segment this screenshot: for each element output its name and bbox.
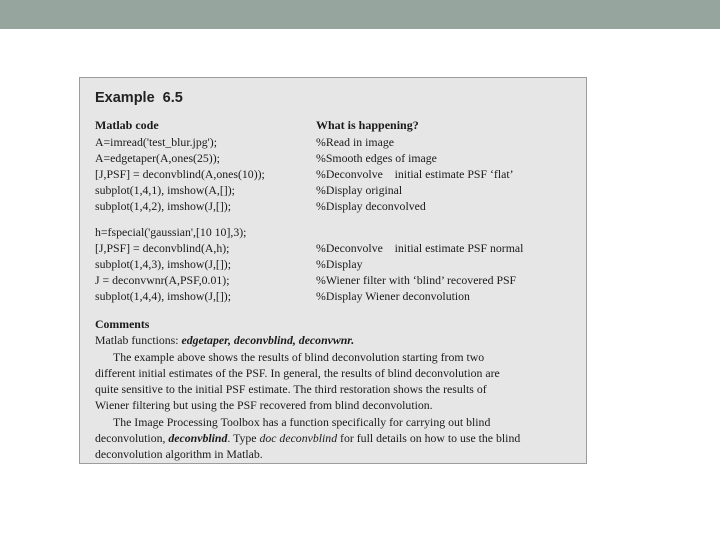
doc-command: doc deconvblind	[259, 431, 338, 446]
note-column-header: What is happening?	[316, 118, 419, 132]
note-line: %Deconvolve initial estimate PSF normal	[316, 241, 524, 255]
note-line: %Smooth edges of image	[316, 151, 437, 165]
note-line: %Wiener filter with ‘blind’ recovered PSF	[316, 273, 517, 287]
comment-paragraph-line: different initial estimates of the PSF. In general, the results of blind deconvolution are	[95, 365, 500, 380]
comment-paragraph-line: deconvolution algorithm in Matlab.	[95, 447, 263, 462]
comment-paragraph-line: The example above shows the results of blind deconvolution starting from two	[113, 349, 485, 364]
code-line: [J,PSF] = deconvblind(A,h);	[95, 241, 230, 255]
note-line: %Display	[316, 257, 363, 271]
code-line: subplot(1,4,3), imshow(J,[]);	[95, 257, 231, 271]
functions-list: edgetaper, deconvblind, deconvwnr.	[181, 333, 355, 348]
note-line: %Display deconvolved	[316, 199, 426, 213]
note-line: %Display Wiener deconvolution	[316, 289, 470, 303]
comment-paragraph-line: quite sensitive to the initial PSF estimate. The third restoration shows the results of	[95, 382, 487, 397]
comments-title: Comments	[95, 317, 150, 331]
code-line: subplot(1,4,2), imshow(J,[]);	[95, 199, 231, 213]
top-banner	[0, 0, 720, 29]
comment-paragraph-line: Wiener filtering but using the PSF recovered from blind deconvolution.	[95, 398, 433, 413]
code-line: h=fspecial('gaussian',[10 10],3);	[95, 225, 247, 239]
comment-paragraph-line: The Image Processing Toolbox has a function specifically for carrying out blind	[113, 414, 491, 429]
code-line: A=imread('test_blur.jpg');	[95, 135, 217, 149]
example-title	[95, 90, 183, 106]
code-line: subplot(1,4,4), imshow(J,[]);	[95, 289, 231, 303]
note-line: %Read in image	[316, 135, 394, 149]
note-line: %Deconvolve initial estimate PSF ‘flat’	[316, 167, 514, 181]
code-line: subplot(1,4,1), imshow(A,[]);	[95, 183, 235, 197]
code-line: [J,PSF] = deconvblind(A,ones(10));	[95, 167, 265, 181]
code-line: A=edgetaper(A,ones(25));	[95, 151, 220, 165]
functions-line	[95, 332, 545, 348]
example-box	[79, 77, 587, 464]
comments-section	[95, 316, 545, 463]
function-name: deconvblind	[168, 431, 228, 446]
functions-prefix: Matlab functions:	[95, 333, 182, 348]
example-label: Example	[95, 90, 155, 106]
text-run: deconvolution,	[95, 431, 169, 446]
text-run: for full details on how to use the blind	[337, 431, 521, 446]
code-line: J = deconvwnr(A,PSF,0.01);	[95, 273, 230, 287]
comment-paragraph-line	[95, 430, 545, 446]
text-run: . Type	[227, 431, 260, 446]
code-column-header: Matlab code	[95, 118, 159, 132]
note-line: %Display original	[316, 183, 403, 197]
example-number: 6.5	[162, 90, 183, 106]
